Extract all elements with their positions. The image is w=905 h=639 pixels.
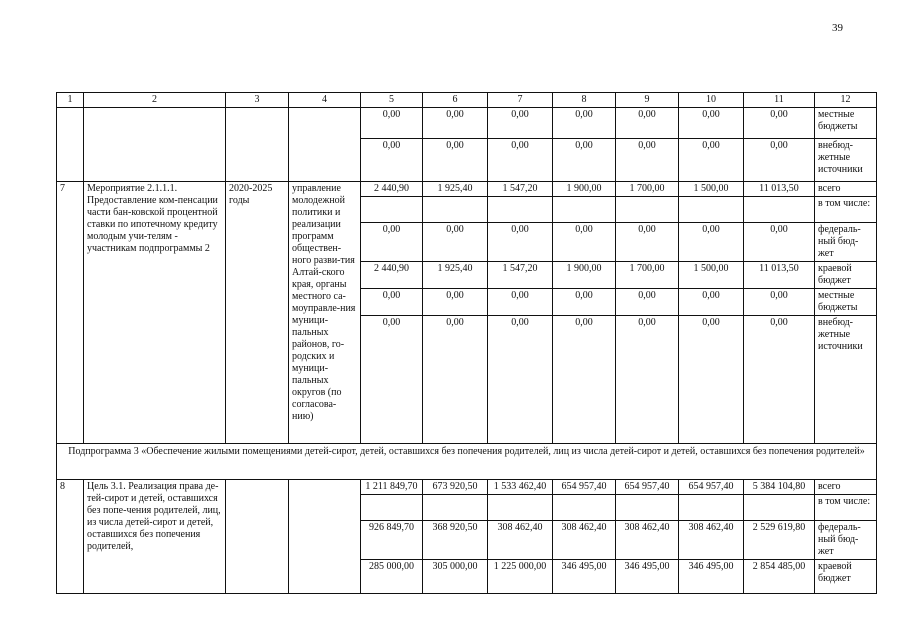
column-number: 7 bbox=[488, 93, 553, 108]
value-cell: 308 462,40 bbox=[553, 521, 616, 560]
value-cell: 0,00 bbox=[423, 139, 488, 182]
value-cell: 0,00 bbox=[679, 289, 744, 316]
value-cell bbox=[423, 495, 488, 521]
value-cell: 0,00 bbox=[488, 223, 553, 262]
value-cell: 0,00 bbox=[744, 223, 815, 262]
value-cell: 1 225 000,00 bbox=[488, 560, 553, 594]
value-cell: 0,00 bbox=[679, 108, 744, 139]
years-cell bbox=[226, 480, 289, 594]
value-cell: 308 462,40 bbox=[679, 521, 744, 560]
value-cell: 0,00 bbox=[679, 316, 744, 444]
value-cell: 1 500,00 bbox=[679, 262, 744, 289]
value-cell bbox=[616, 197, 679, 223]
value-cell: 1 700,00 bbox=[616, 262, 679, 289]
value-cell: 0,00 bbox=[553, 316, 616, 444]
value-cell: 0,00 bbox=[679, 139, 744, 182]
value-cell: 926 849,70 bbox=[361, 521, 423, 560]
column-number: 4 bbox=[289, 93, 361, 108]
value-cell: 0,00 bbox=[488, 289, 553, 316]
value-cell bbox=[553, 197, 616, 223]
value-cell: 0,00 bbox=[423, 316, 488, 444]
row-number-cell: 7 bbox=[57, 182, 84, 444]
column-number: 11 bbox=[744, 93, 815, 108]
value-cell: 654 957,40 bbox=[553, 480, 616, 495]
value-cell: 654 957,40 bbox=[616, 480, 679, 495]
value-cell: 346 495,00 bbox=[679, 560, 744, 594]
value-cell: 0,00 bbox=[488, 139, 553, 182]
value-cell: 0,00 bbox=[361, 289, 423, 316]
value-cell: 0,00 bbox=[679, 223, 744, 262]
funding-source-cell: федераль-ный бюд-жет bbox=[815, 521, 877, 560]
value-cell: 654 957,40 bbox=[679, 480, 744, 495]
value-cell: 2 440,90 bbox=[361, 182, 423, 197]
value-cell: 0,00 bbox=[744, 139, 815, 182]
subprogram-row bbox=[57, 444, 877, 480]
value-cell: 0,00 bbox=[361, 223, 423, 262]
value-cell bbox=[616, 495, 679, 521]
executor-cell bbox=[289, 480, 361, 594]
value-cell bbox=[361, 495, 423, 521]
value-cell: 2 854 485,00 bbox=[744, 560, 815, 594]
value-cell: 1 500,00 bbox=[679, 182, 744, 197]
value-cell: 0,00 bbox=[616, 223, 679, 262]
column-number: 8 bbox=[553, 93, 616, 108]
value-cell: 2 529 619,80 bbox=[744, 521, 815, 560]
funding-source-cell: в том числе: bbox=[815, 197, 877, 223]
value-cell: 0,00 bbox=[488, 316, 553, 444]
column-number: 10 bbox=[679, 93, 744, 108]
value-cell: 0,00 bbox=[616, 139, 679, 182]
subprogram-title: Подпрограмма 3 «Обеспечение жилыми помещениями детей-сирот, детей, оставшихся без попечения родителей, лиц из числа детей-сирот и детей, оставшихся без попечения родителей» bbox=[57, 444, 877, 480]
funding-source-cell: местные бюджеты bbox=[815, 108, 877, 139]
value-cell: 0,00 bbox=[744, 316, 815, 444]
table-row bbox=[57, 108, 877, 139]
value-cell: 11 013,50 bbox=[744, 182, 815, 197]
financing-table bbox=[56, 92, 877, 594]
value-cell: 0,00 bbox=[361, 316, 423, 444]
activity-name-cell: Цель 3.1. Реализация права де-тей-сирот и детей, оставшихся без попе-чения родителей, лиц, из числа детей-сирот и детей, оставшихся без попечения родителей, bbox=[84, 480, 226, 594]
value-cell: 0,00 bbox=[553, 223, 616, 262]
value-cell: 0,00 bbox=[488, 108, 553, 139]
value-cell: 1 925,40 bbox=[423, 182, 488, 197]
value-cell: 0,00 bbox=[423, 108, 488, 139]
column-number: 2 bbox=[84, 93, 226, 108]
value-cell: 346 495,00 bbox=[616, 560, 679, 594]
value-cell: 1 533 462,40 bbox=[488, 480, 553, 495]
funding-source-cell: всего bbox=[815, 480, 877, 495]
value-cell: 0,00 bbox=[553, 139, 616, 182]
value-cell: 2 440,90 bbox=[361, 262, 423, 289]
value-cell bbox=[744, 197, 815, 223]
value-cell: 0,00 bbox=[616, 108, 679, 139]
column-number: 5 bbox=[361, 93, 423, 108]
column-number: 6 bbox=[423, 93, 488, 108]
value-cell bbox=[488, 495, 553, 521]
column-number: 3 bbox=[226, 93, 289, 108]
funding-source-cell: в том числе: bbox=[815, 495, 877, 521]
value-cell: 0,00 bbox=[616, 289, 679, 316]
value-cell: 368 920,50 bbox=[423, 521, 488, 560]
funding-source-cell: внебюд-жетные источники bbox=[815, 139, 877, 182]
value-cell: 285 000,00 bbox=[361, 560, 423, 594]
column-number: 12 bbox=[815, 93, 877, 108]
value-cell: 11 013,50 bbox=[744, 262, 815, 289]
value-cell: 308 462,40 bbox=[616, 521, 679, 560]
value-cell: 1 900,00 bbox=[553, 182, 616, 197]
value-cell: 0,00 bbox=[361, 139, 423, 182]
value-cell bbox=[361, 197, 423, 223]
activity-name-cell bbox=[84, 108, 226, 182]
value-cell: 305 000,00 bbox=[423, 560, 488, 594]
funding-source-cell: внебюд-жетные источники bbox=[815, 316, 877, 444]
activity-name-cell: Мероприятие 2.1.1.1. Предоставление ком-пенсации части бан-ковской процентной ставки по ипотечному кредиту молодым учи-телям - участникам подпрограммы 2 bbox=[84, 182, 226, 444]
page-number: 39 bbox=[832, 22, 843, 34]
executor-cell: управление молодежной политики и реализации программ обществен-ного разви-тия Алтай-ского края, органы местного са-моуправле-ния муници-пальных районов, го-родских и муници-пальных округов (по согласова-нию) bbox=[289, 182, 361, 444]
funding-source-cell: краевой бюджет bbox=[815, 560, 877, 594]
funding-source-cell: местные бюджеты bbox=[815, 289, 877, 316]
value-cell: 0,00 bbox=[361, 108, 423, 139]
value-cell: 1 547,20 bbox=[488, 262, 553, 289]
value-cell: 308 462,40 bbox=[488, 521, 553, 560]
funding-source-cell: всего bbox=[815, 182, 877, 197]
value-cell: 5 384 104,80 bbox=[744, 480, 815, 495]
column-number-row bbox=[57, 93, 877, 108]
years-cell: 2020-2025 годы bbox=[226, 182, 289, 444]
value-cell bbox=[423, 197, 488, 223]
value-cell: 0,00 bbox=[423, 223, 488, 262]
funding-source-cell: федераль-ный бюд-жет bbox=[815, 223, 877, 262]
years-cell bbox=[226, 108, 289, 182]
value-cell: 346 495,00 bbox=[553, 560, 616, 594]
value-cell: 1 700,00 bbox=[616, 182, 679, 197]
value-cell: 1 925,40 bbox=[423, 262, 488, 289]
value-cell: 673 920,50 bbox=[423, 480, 488, 495]
funding-source-cell: краевой бюджет bbox=[815, 262, 877, 289]
table-row bbox=[57, 182, 877, 197]
table-row bbox=[57, 480, 877, 495]
value-cell: 0,00 bbox=[423, 289, 488, 316]
column-number: 9 bbox=[616, 93, 679, 108]
value-cell: 0,00 bbox=[553, 289, 616, 316]
value-cell bbox=[744, 495, 815, 521]
value-cell bbox=[679, 495, 744, 521]
value-cell: 0,00 bbox=[744, 289, 815, 316]
value-cell: 0,00 bbox=[744, 108, 815, 139]
value-cell: 1 900,00 bbox=[553, 262, 616, 289]
row-number-cell bbox=[57, 108, 84, 182]
value-cell: 0,00 bbox=[553, 108, 616, 139]
value-cell: 0,00 bbox=[616, 316, 679, 444]
value-cell bbox=[488, 197, 553, 223]
value-cell: 1 211 849,70 bbox=[361, 480, 423, 495]
value-cell bbox=[679, 197, 744, 223]
value-cell: 1 547,20 bbox=[488, 182, 553, 197]
value-cell bbox=[553, 495, 616, 521]
row-number-cell: 8 bbox=[57, 480, 84, 594]
column-number: 1 bbox=[57, 93, 84, 108]
executor-cell bbox=[289, 108, 361, 182]
